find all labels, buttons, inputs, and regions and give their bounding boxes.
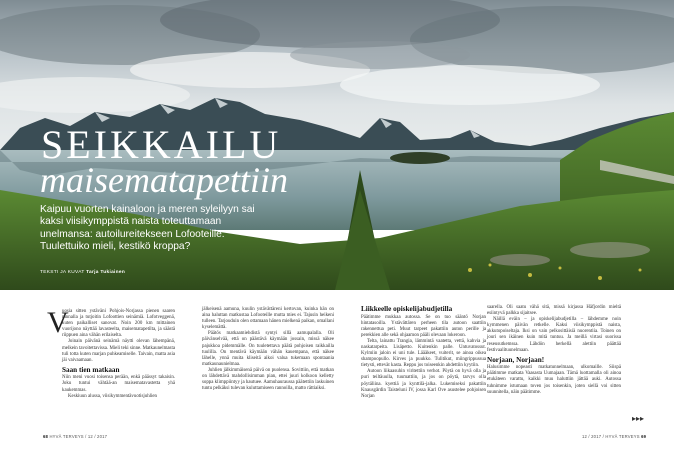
- column-4: [487, 305, 621, 396]
- col3-paragraph-1: Päätimme mukkaa autossa. Se on tuo sääntö Norjan hintatasoilla. Ystävättären perheen tila autoon saattiin rakennettua peti. Muut tarpeet pakattiin auton perille ja perekkien alle sekä ohjaamon pääli olevaan lokeroon.: [361, 314, 486, 338]
- col4-paragraph-1: saarella. Oli saatu vähä sitä, missä kirjassa Häfjordin mieltä esiintyvä palkka sijaitsee.: [487, 305, 621, 317]
- credit-name: Tarja Tukiainen: [86, 270, 126, 275]
- issue-left: 12 / 2017: [87, 434, 108, 439]
- continue-marker: ▸▸▸: [632, 414, 645, 423]
- heading-norjaan: Norjaan, Norjaan!: [487, 355, 545, 364]
- footer-left: 68 HYVÄ TERVEYS / 12 / 2017: [43, 434, 108, 439]
- col3-paragraph-3: Autoon liikaasuhin viritettiin verhot. Pöytä on hyvä olla ja puri teiltäuulla, tuumattiin, ja jos on pöytä, tarvys olla pöytäliina. kyettiä ja kynttilä-jalka. Lukemiseksi pakattiin Knausgårdin Taisteluni IV, jossa Karl Ove asustelee pohjoisen Norjan: [361, 369, 486, 399]
- col1-paragraph-4: Keskiuun alussa, viisikymmentävuotisjuhlien: [68, 393, 157, 399]
- column-2: [202, 307, 334, 392]
- issue-right: 12 / 2017: [582, 434, 602, 439]
- heading-liikkeelle: Liikkeelle opiskelijabudjetilla: [361, 305, 453, 313]
- magazine-name-left: HYVÄ TERVEYS: [49, 434, 84, 439]
- page-number-right: 69: [641, 434, 647, 439]
- col2-paragraph-3: Juhlien jälkimmäisenä päivä on puolensa. Sovittiin, että matkan on lähdettävä mahdollisimman pian, ettei juuri kolkoon kelletty soppa klimppiintyy ja hautuee. Aamuhauraussa päätettiin laskuinen tuntu pelkäksi tulevan kuluttamiseen rannoilla, matto rättiaiksi.: [202, 367, 334, 392]
- column-3: [361, 305, 486, 400]
- drop-cap: V: [47, 306, 69, 339]
- col2-paragraph-1: jälkeisenä aamuna, kuulin ystävättäreni kertovan, kuinka hän on aina haluttan matkustaa Lofooteille mutta mies ei. Tajusin heikeni tulleen. Tarjouduin olen ottamaan hänen mielkenä paikan, omallani kyselemättä.: [202, 307, 334, 331]
- col1-intro: uosia sitten ystäväni Pohjois-Norjassa pienen saaren rannalla ja tutjoitin Lofoottien seinämiä. Lofotveggenä, kuten paikalliset sanovat. Noin 200 km mittainen vuorijono näyttää lavasteelta, maisematapetilta, ja säästä riippuen aina vähän erilaiselta.: [62, 309, 175, 339]
- col1-paragraph-3: Niin meni vuosi toisensa perään, enkä päässyt takaisin. Joku tuntui vähtää-an maisematavastetta yhä kaukemmas.: [62, 375, 175, 393]
- page-number-left: 68: [43, 434, 49, 439]
- magazine-name-right: HYVÄ TERVEYS: [605, 434, 640, 439]
- col4-paragraph-2: Näillä eväin – ja opiskelijabudjetilla – lähdemme noin kymmenen päivän retkelle. Kaksi viisikymppistä naista, akkutopoiseltaja. Iksi on vain pelkosittäisiä nuorentiia. Toinen on jouri sen ikäinen kuin mitä tuntuu. Ja meillä virtasi suorissa reseusutkemssa. Lähdön herkellä alettiin päättää festivaalituunelmaan.: [487, 317, 621, 353]
- column-1: [47, 306, 175, 400]
- lede-paragraph: Kaipuu vuorten kainaloon ja meren syleilyyn sai kaksi viisikymppistä naista toteuttamaan unelmansa: autoilureitekseen Lofooteille. Tuulettuiko mieli, kestikö kroppa?: [40, 204, 255, 253]
- col3-paragraph-2: Telta, lainattu Trangia, lämmintä vaatetta, vettä, kahvia ja naskatarpeita. Lisäpetto. Kuitenkin palle. Untuvatossut. Kylmiin jaloin ei uni tule. Läääkeet, vuiterit, se ainoa oikea shampoopullo. Kirves ja puukko. Tulitikut, miingrippussua tietysti, ettevät kasta. Reppu jos toiseenkin ahdettiin kyytiin.: [361, 338, 486, 369]
- footer-right: 12 / 2017 / HYVÄ TERVEYS 69: [582, 434, 647, 439]
- photo-credit: [40, 270, 125, 275]
- col1-paragraph-2: Joinain päivänä seinämä näytti olevan lähempänä, melkein tavoitettavissa. Mieli teki sinne. Matkaunelmasta tuli totta kuten marjan puhkeamiselle. Taivain, matta asia jäi vaivaamaan.: [62, 339, 175, 363]
- credit-label: TEKSTI JA KUVAT: [40, 270, 85, 275]
- col2-paragraph-2: Päätös matkaamiehdistä syntyi sillä aamupalalla. Oli päivänselvää, että on päästävä käymään jossain, missä näkee pajukkoa pidemmälle. On tuuletettava päätä pohjoisen raikkailla tuulilla. On mentävä käymään vähän kauempana, että näkee lähelle, ynnä muita kliseitä aikoi valua tukemaan spontaania matkaunaunielmaa.: [202, 331, 334, 367]
- col4-paragraph-3: Halusimme nopeasti matkatunnelmaan, ulkomaille. Siispä päätimme matkata Vaasasta Uumajaan. Tämä luottamalla oli ainoa etukäteen varattu, kaikki muu haluttiin jättää auki. Autossa tuhnimme istumaan toven jos toisenkin, joten siellä voi sitten suunnitella, näin päätimme.: [487, 365, 621, 395]
- heading-saan: Saan tien matkaan: [62, 365, 120, 374]
- headline-title: SEIKKAILU: [41, 122, 282, 167]
- headline-subtitle: maisematapettiin: [40, 160, 288, 200]
